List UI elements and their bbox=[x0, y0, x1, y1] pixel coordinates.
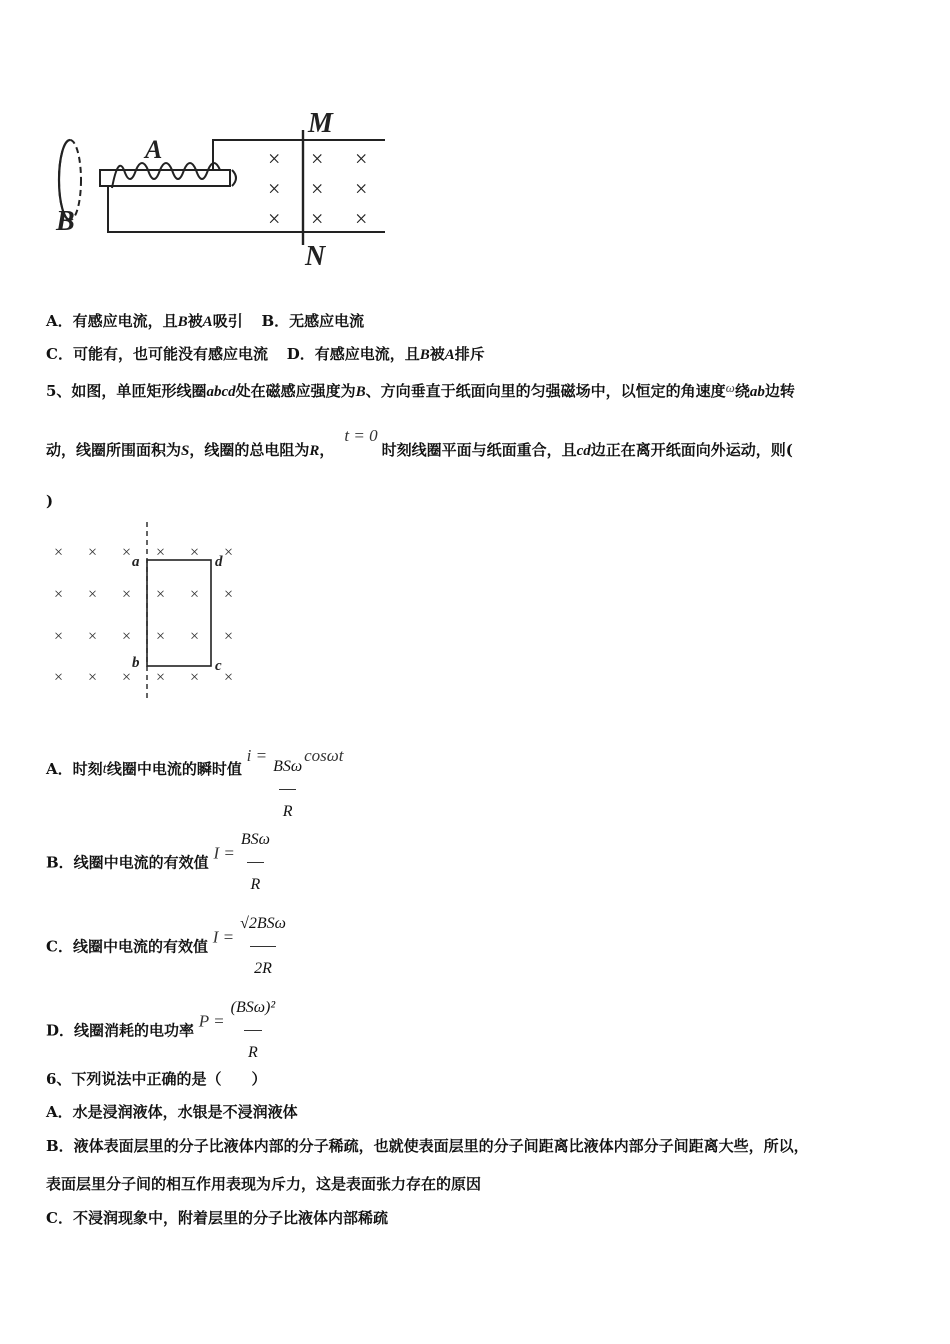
field-cross: × bbox=[190, 669, 200, 686]
q4-option-a-mid: 被 bbox=[187, 312, 203, 330]
field-cross: × bbox=[54, 628, 64, 645]
field-cross: × bbox=[224, 544, 234, 561]
q4-option-b: B．无感应电流 bbox=[261, 312, 365, 330]
q4-option-a-a: A bbox=[202, 314, 213, 330]
fraction-numerator: BSω bbox=[273, 758, 303, 775]
q4-option-a-suffix: 吸引 bbox=[212, 312, 243, 330]
q5-stem-line2 bbox=[46, 426, 793, 461]
q5-option-a-text: 线圈中电流的瞬时值 bbox=[106, 760, 242, 778]
field-cross: × bbox=[156, 669, 166, 686]
q4-option-a-prefix: A．有感应电流，且 bbox=[46, 312, 178, 330]
q5-option-a-t: t bbox=[102, 761, 107, 777]
q6-option-c: C．不浸润现象中，附着层里的分子比液体内部稀疏 bbox=[46, 1209, 388, 1227]
label-b: B bbox=[56, 206, 75, 237]
field-cross: × bbox=[156, 586, 166, 603]
q5-option-a-cos: cosωt bbox=[304, 746, 344, 765]
coil-label-a: a bbox=[132, 554, 140, 570]
q5-option-b-label: B．线圈中电流的有效值 bbox=[46, 853, 209, 872]
field-cross: × bbox=[156, 544, 166, 561]
field-cross: × bbox=[355, 206, 368, 231]
q4-option-d-b: B bbox=[419, 347, 430, 363]
field-cross: × bbox=[156, 628, 166, 645]
q5-stem-line1 bbox=[46, 378, 795, 402]
q5-text: 边正在离开纸面向外运动，则( bbox=[590, 441, 793, 459]
field-cross: × bbox=[54, 669, 64, 686]
field-cross: × bbox=[122, 628, 132, 645]
coil-abcd bbox=[147, 560, 211, 666]
q5-option-a-fraction bbox=[271, 745, 304, 834]
field-cross: × bbox=[268, 206, 281, 231]
label-a: A bbox=[145, 135, 163, 164]
fraction-denominator: R bbox=[279, 789, 297, 834]
figure-rectangular-coil bbox=[48, 520, 248, 700]
q5-option-c-label: C．线圈中电流的有效值 bbox=[46, 937, 208, 956]
q5-option-b-fraction bbox=[239, 818, 272, 907]
field-cross: × bbox=[54, 544, 64, 561]
q4-option-a-b: B bbox=[177, 314, 188, 330]
q4-option-c bbox=[46, 344, 485, 365]
q5-symbol-s: S bbox=[181, 443, 190, 459]
q4-option-a bbox=[46, 311, 364, 332]
field-cross: × bbox=[224, 586, 234, 603]
field-cross: × bbox=[190, 628, 200, 645]
q5-option-a-lhs: i = bbox=[246, 746, 268, 765]
q5-t0: t = 0 bbox=[344, 426, 378, 445]
q5-option-a-label: A．时刻 bbox=[46, 760, 103, 778]
figure-solenoid-circuit bbox=[50, 100, 395, 270]
field-cross: × bbox=[122, 544, 132, 561]
q5-option-c-fraction bbox=[238, 902, 288, 991]
field-cross: × bbox=[88, 586, 98, 603]
label-n: N bbox=[305, 241, 326, 270]
field-cross: × bbox=[122, 586, 132, 603]
q5-option-b bbox=[46, 818, 272, 907]
field-crosses bbox=[268, 146, 367, 231]
field-cross: × bbox=[311, 146, 324, 171]
q5-text: 动，线圈所围面积为 bbox=[46, 441, 182, 459]
q4-option-d-mid: 被 bbox=[429, 345, 445, 363]
field-cross: × bbox=[190, 586, 200, 603]
q6-option-b-line2: 表面层里分子间的相互作用表现为斥力，这是表面张力存在的原因 bbox=[46, 1175, 482, 1193]
q5-text: 绕 bbox=[734, 382, 750, 400]
field-cross: × bbox=[224, 628, 234, 645]
q5-option-d-lhs: P = bbox=[198, 1011, 225, 1031]
q6-stem: 6、下列说法中正确的是（ ） bbox=[46, 1070, 267, 1088]
fraction-numerator: BSω bbox=[240, 831, 270, 848]
q5-symbol-r: R bbox=[309, 443, 320, 459]
field-cross: × bbox=[355, 176, 368, 201]
q5-option-c-lhs: I = bbox=[212, 927, 235, 947]
field-cross: × bbox=[190, 544, 200, 561]
q4-option-d-suffix: 排斥 bbox=[454, 345, 485, 363]
coil-label-c: c bbox=[215, 658, 222, 674]
label-m: M bbox=[308, 108, 333, 139]
field-cross: × bbox=[88, 544, 98, 561]
q5-option-c bbox=[46, 902, 288, 991]
q5-text: ， bbox=[319, 441, 335, 459]
field-cross: × bbox=[355, 146, 368, 171]
fraction-denominator: R bbox=[247, 862, 265, 907]
field-cross: × bbox=[311, 206, 324, 231]
fraction-denominator: 2R bbox=[250, 946, 276, 991]
field-cross: × bbox=[54, 586, 64, 603]
q5-text: 时刻线圈平面与纸面重合，且 bbox=[381, 441, 577, 459]
q4-option-d-prefix: D．有感应电流，且 bbox=[286, 345, 420, 363]
coil-label-b: b bbox=[132, 655, 140, 671]
solenoid-a bbox=[100, 163, 236, 188]
q5-option-d-fraction bbox=[229, 986, 278, 1075]
field-cross: × bbox=[88, 628, 98, 645]
q4-option-d-a: A bbox=[444, 347, 455, 363]
q5-omega: ω bbox=[725, 380, 735, 395]
fraction-numerator: (BSω)² bbox=[230, 999, 276, 1016]
q4-option-c-text: C．可能有，也可能没有感应电流 bbox=[46, 345, 268, 363]
field-cross: × bbox=[268, 176, 281, 201]
field-cross: × bbox=[224, 669, 234, 686]
q5-text: ，线圈的总电阻为 bbox=[189, 441, 310, 459]
q5-cd: cd bbox=[576, 443, 591, 459]
q5-text: 边转 bbox=[764, 382, 795, 400]
fraction-denominator: R bbox=[244, 1030, 262, 1075]
q6-option-b-line1: B．液体表面层里的分子比液体内部的分子稀疏，也就使表面层里的分子间距离比液体内部分子间距离大些，所以， bbox=[46, 1137, 809, 1155]
coil-label-d: d bbox=[215, 554, 223, 570]
q5-text: 处在磁感应强度为 bbox=[235, 382, 356, 400]
q5-option-d-label: D．线圈消耗的电功率 bbox=[46, 1021, 195, 1040]
field-cross: × bbox=[122, 669, 132, 686]
q5-option-d bbox=[46, 986, 277, 1075]
q5-ab: ab bbox=[749, 384, 765, 400]
q6-option-a: A．水是浸润液体，水银是不浸润液体 bbox=[46, 1103, 298, 1121]
fraction-numerator: √2BSω bbox=[240, 915, 286, 932]
q5-symbol-b: B bbox=[355, 384, 366, 400]
q5-text: 、方向垂直于纸面向里的匀强磁场中，以恒定的角速度 bbox=[365, 382, 726, 400]
field-cross: × bbox=[268, 146, 281, 171]
field-cross: × bbox=[311, 176, 324, 201]
q5-text: 5、如图，单匝矩形线圈 bbox=[46, 382, 207, 400]
q5-stem-line3: ) bbox=[46, 492, 54, 510]
field-cross: × bbox=[88, 669, 98, 686]
q5-option-b-lhs: I = bbox=[213, 843, 235, 863]
q5-abcd: abcd bbox=[206, 384, 236, 400]
